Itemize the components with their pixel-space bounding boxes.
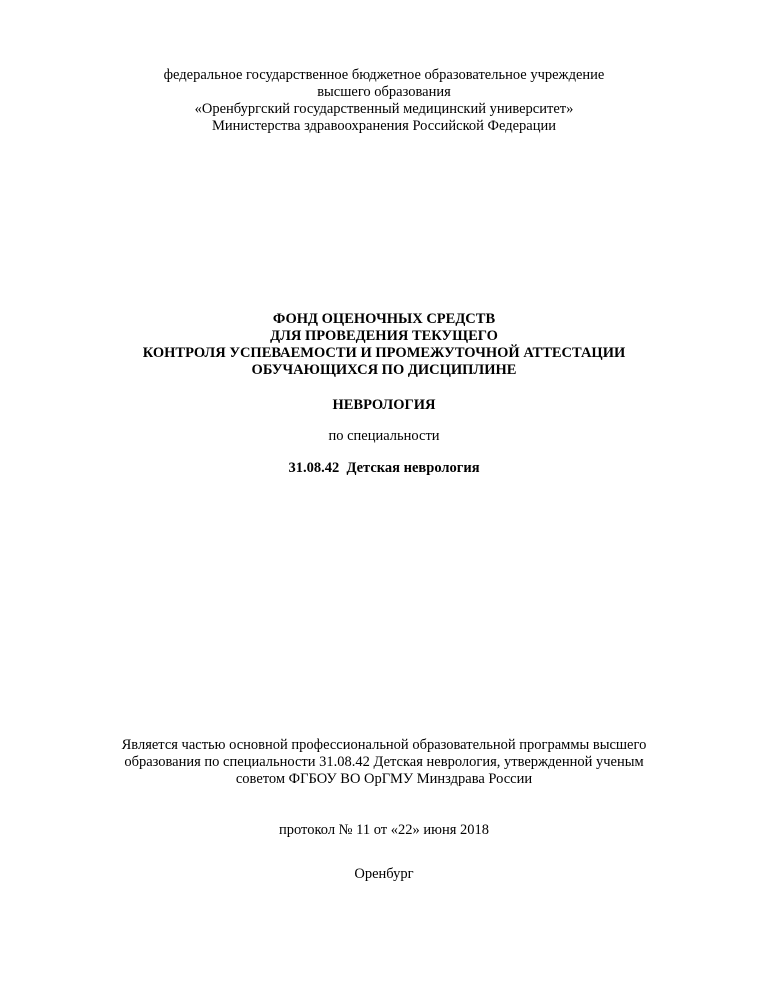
title-line-2: ДЛЯ ПРОВЕДЕНИЯ ТЕКУЩЕГО	[270, 328, 498, 344]
header-line-3: «Оренбургский государственный медицинский университет»	[194, 101, 574, 117]
title-line-3: КОНТРОЛЯ УСПЕВАЕМОСТИ И ПРОМЕЖУТОЧНОЙ АТТЕСТАЦИИ	[142, 345, 626, 361]
document-title	[0, 311, 768, 379]
protocol-line: протокол № 11 от «22» июня 2018	[278, 822, 490, 838]
title-line-1: ФОНД ОЦЕНОЧНЫХ СРЕДСТВ	[272, 311, 496, 327]
title-line-4: ОБУЧАЮЩИХСЯ ПО ДИСЦИПЛИНЕ	[251, 362, 517, 378]
header-line-1: федеральное государственное бюджетное образовательное учреждение	[163, 67, 605, 83]
opop-line-2: образования по специальности 31.08.42 Детская неврология, утвержденной ученым	[124, 754, 644, 770]
header-line-2: высшего образования	[317, 84, 451, 100]
opop-line-3: советом ФГБОУ ВО ОрГМУ Минздрава России	[235, 771, 533, 787]
header-line-4: Министерства здравоохранения Российской Федерации	[211, 118, 557, 134]
specialty-code-and-name: 31.08.42 Детская неврология	[288, 460, 480, 476]
opop-line-1: Является частью основной профессиональной образовательной программы высшего	[121, 737, 647, 753]
city-line: Оренбург	[354, 866, 414, 882]
specialty-caption: по специальности	[328, 428, 440, 444]
specialty-value	[0, 460, 768, 477]
institution-header	[0, 67, 768, 135]
discipline-name: НЕВРОЛОГИЯ	[332, 397, 436, 413]
opop-statement	[0, 737, 768, 788]
